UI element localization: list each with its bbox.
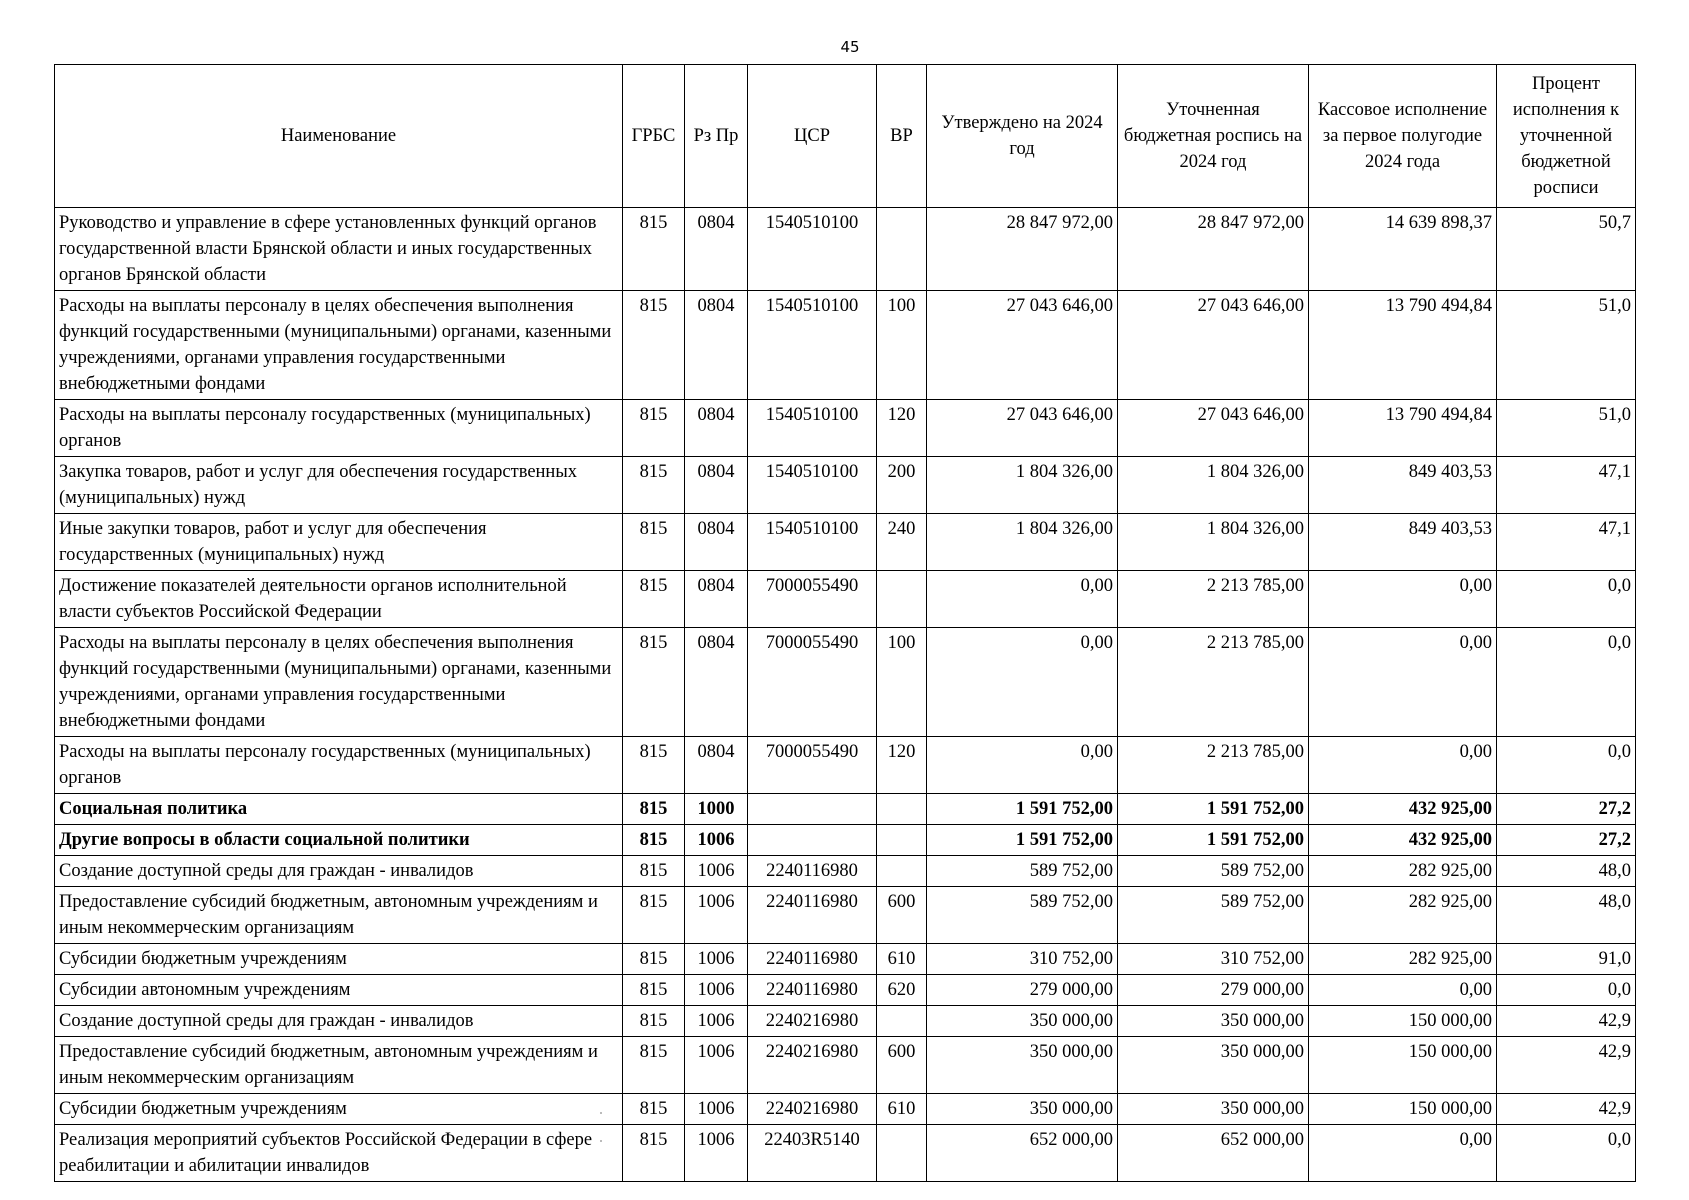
cell-refined: 2 213 785,00 xyxy=(1118,571,1309,628)
cell-csr: 1540510100 xyxy=(748,291,877,400)
cell-rzpr: 0804 xyxy=(685,628,748,737)
header-rzpr: Рз Пр xyxy=(685,65,748,208)
cell-rzpr: 0804 xyxy=(685,208,748,291)
cell-vr xyxy=(877,1006,927,1037)
cell-executed: 13 790 494,84 xyxy=(1309,291,1497,400)
cell-approved: 350 000,00 xyxy=(927,1094,1118,1125)
cell-csr: 7000055490 xyxy=(748,737,877,794)
cell-executed: 150 000,00 xyxy=(1309,1094,1497,1125)
cell-refined: 652 000,00 xyxy=(1118,1125,1309,1182)
cell-executed: 0,00 xyxy=(1309,571,1497,628)
header-name: Наименование xyxy=(55,65,623,208)
cell-refined: 589 752,00 xyxy=(1118,887,1309,944)
table-row xyxy=(55,208,1636,291)
table-row xyxy=(55,856,1636,887)
header-executed: Кассовое исполнение за первое полугодие 2024 года xyxy=(1309,65,1497,208)
cell-percent: 27,2 xyxy=(1497,794,1636,825)
cell-name: Субсидии автономным учреждениям xyxy=(55,975,623,1006)
cell-percent: 0,0 xyxy=(1497,975,1636,1006)
cell-rzpr: 1006 xyxy=(685,975,748,1006)
cell-percent: 47,1 xyxy=(1497,514,1636,571)
cell-refined: 279 000,00 xyxy=(1118,975,1309,1006)
cell-vr xyxy=(877,825,927,856)
cell-vr xyxy=(877,856,927,887)
table-row xyxy=(55,457,1636,514)
cell-approved: 1 804 326,00 xyxy=(927,457,1118,514)
cell-name: Достижение показателей деятельности органов исполнительной власти субъектов Российской Федерации xyxy=(55,571,623,628)
cell-csr: 2240216980 xyxy=(748,1006,877,1037)
cell-grbs: 815 xyxy=(623,1006,685,1037)
cell-csr: 7000055490 xyxy=(748,571,877,628)
cell-csr: 2240116980 xyxy=(748,975,877,1006)
cell-executed: 849 403,53 xyxy=(1309,457,1497,514)
cell-vr: 100 xyxy=(877,628,927,737)
cell-vr: 200 xyxy=(877,457,927,514)
cell-executed: 432 925,00 xyxy=(1309,825,1497,856)
cell-percent: 47,1 xyxy=(1497,457,1636,514)
cell-executed: 0,00 xyxy=(1309,1125,1497,1182)
cell-executed: 282 925,00 xyxy=(1309,887,1497,944)
cell-name: Иные закупки товаров, работ и услуг для обеспечения государственных (муниципальных) нужд xyxy=(55,514,623,571)
cell-csr: 2240116980 xyxy=(748,887,877,944)
cell-approved: 589 752,00 xyxy=(927,887,1118,944)
cell-approved: 652 000,00 xyxy=(927,1125,1118,1182)
header-vr: ВР xyxy=(877,65,927,208)
cell-approved: 27 043 646,00 xyxy=(927,400,1118,457)
cell-refined: 1 591 752,00 xyxy=(1118,825,1309,856)
cell-approved: 279 000,00 xyxy=(927,975,1118,1006)
cell-grbs: 815 xyxy=(623,628,685,737)
cell-percent: 0,0 xyxy=(1497,628,1636,737)
budget-table xyxy=(54,64,1636,1182)
cell-refined: 1 591 752,00 xyxy=(1118,794,1309,825)
cell-percent: 0,0 xyxy=(1497,571,1636,628)
header-row xyxy=(55,65,1636,208)
cell-name: Расходы на выплаты персоналу в целях обеспечения выполнения функций государственными (муниципальными) органами, казенными учреждениями, органами управления государственными внебюджетными фондами xyxy=(55,628,623,737)
table-row xyxy=(55,944,1636,975)
cell-refined: 350 000,00 xyxy=(1118,1006,1309,1037)
scan-artifact xyxy=(600,1112,602,1114)
cell-approved: 350 000,00 xyxy=(927,1006,1118,1037)
cell-refined: 1 804 326,00 xyxy=(1118,514,1309,571)
table-row xyxy=(55,571,1636,628)
cell-percent: 0,0 xyxy=(1497,737,1636,794)
cell-vr: 120 xyxy=(877,400,927,457)
cell-approved: 0,00 xyxy=(927,628,1118,737)
cell-approved: 1 804 326,00 xyxy=(927,514,1118,571)
cell-vr: 610 xyxy=(877,1094,927,1125)
cell-executed: 0,00 xyxy=(1309,628,1497,737)
table-row xyxy=(55,887,1636,944)
cell-refined: 27 043 646,00 xyxy=(1118,400,1309,457)
cell-name: Расходы на выплаты персоналу в целях обеспечения выполнения функций государственными (муниципальными) органами, казенными учреждениями, органами управления государственными внебюджетными фондами xyxy=(55,291,623,400)
cell-grbs: 815 xyxy=(623,291,685,400)
cell-executed: 0,00 xyxy=(1309,975,1497,1006)
cell-rzpr: 0804 xyxy=(685,737,748,794)
cell-grbs: 815 xyxy=(623,737,685,794)
cell-rzpr: 0804 xyxy=(685,514,748,571)
cell-vr: 600 xyxy=(877,887,927,944)
cell-refined: 2 213 785,00 xyxy=(1118,628,1309,737)
cell-percent: 48,0 xyxy=(1497,856,1636,887)
cell-csr xyxy=(748,825,877,856)
cell-name: Другие вопросы в области социальной политики xyxy=(55,825,623,856)
cell-csr: 22403R5140 xyxy=(748,1125,877,1182)
table-row xyxy=(55,1125,1636,1182)
cell-csr: 2240116980 xyxy=(748,856,877,887)
table-row xyxy=(55,628,1636,737)
cell-vr: 100 xyxy=(877,291,927,400)
page-number: 45 xyxy=(840,38,860,56)
cell-refined: 28 847 972,00 xyxy=(1118,208,1309,291)
cell-csr: 1540510100 xyxy=(748,208,877,291)
table-row xyxy=(55,975,1636,1006)
header-approved: Утверждено на 2024 год xyxy=(927,65,1118,208)
cell-grbs: 815 xyxy=(623,856,685,887)
cell-csr: 1540510100 xyxy=(748,400,877,457)
cell-executed: 282 925,00 xyxy=(1309,856,1497,887)
cell-name: Расходы на выплаты персоналу государственных (муниципальных) органов xyxy=(55,737,623,794)
cell-grbs: 815 xyxy=(623,514,685,571)
cell-grbs: 815 xyxy=(623,794,685,825)
cell-vr: 120 xyxy=(877,737,927,794)
cell-grbs: 815 xyxy=(623,1037,685,1094)
cell-percent: 51,0 xyxy=(1497,291,1636,400)
cell-refined: 350 000,00 xyxy=(1118,1094,1309,1125)
cell-approved: 0,00 xyxy=(927,737,1118,794)
cell-approved: 350 000,00 xyxy=(927,1037,1118,1094)
cell-grbs: 815 xyxy=(623,887,685,944)
cell-approved: 0,00 xyxy=(927,571,1118,628)
cell-rzpr: 1000 xyxy=(685,794,748,825)
cell-rzpr: 1006 xyxy=(685,856,748,887)
cell-executed: 432 925,00 xyxy=(1309,794,1497,825)
cell-name: Предоставление субсидий бюджетным, автономным учреждениям и иным некоммерческим организациям xyxy=(55,887,623,944)
cell-csr: 1540510100 xyxy=(748,514,877,571)
cell-percent: 48,0 xyxy=(1497,887,1636,944)
cell-vr xyxy=(877,208,927,291)
cell-percent: 42,9 xyxy=(1497,1006,1636,1037)
cell-grbs: 815 xyxy=(623,400,685,457)
cell-refined: 27 043 646,00 xyxy=(1118,291,1309,400)
cell-grbs: 815 xyxy=(623,1094,685,1125)
cell-approved: 1 591 752,00 xyxy=(927,794,1118,825)
cell-csr: 2240116980 xyxy=(748,944,877,975)
cell-name: Создание доступной среды для граждан - инвалидов xyxy=(55,856,623,887)
cell-executed: 0,00 xyxy=(1309,737,1497,794)
cell-executed: 150 000,00 xyxy=(1309,1006,1497,1037)
header-csr: ЦСР xyxy=(748,65,877,208)
cell-rzpr: 0804 xyxy=(685,571,748,628)
cell-rzpr: 0804 xyxy=(685,400,748,457)
cell-csr: 2240216980 xyxy=(748,1094,877,1125)
header-refined: Уточненная бюджетная роспись на 2024 год xyxy=(1118,65,1309,208)
table-row xyxy=(55,400,1636,457)
cell-rzpr: 1006 xyxy=(685,825,748,856)
cell-percent: 0,0 xyxy=(1497,1125,1636,1182)
cell-executed: 849 403,53 xyxy=(1309,514,1497,571)
cell-refined: 350 000,00 xyxy=(1118,1037,1309,1094)
cell-approved: 28 847 972,00 xyxy=(927,208,1118,291)
cell-csr: 2240216980 xyxy=(748,1037,877,1094)
cell-name: Расходы на выплаты персоналу государственных (муниципальных) органов xyxy=(55,400,623,457)
header-percent: Процент исполнения к уточненной бюджетной росписи xyxy=(1497,65,1636,208)
table-row xyxy=(55,737,1636,794)
cell-vr xyxy=(877,1125,927,1182)
header-grbs: ГРБС xyxy=(623,65,685,208)
scan-artifact xyxy=(600,1140,602,1142)
cell-name: Закупка товаров, работ и услуг для обеспечения государственных (муниципальных) нужд xyxy=(55,457,623,514)
table-row xyxy=(55,1006,1636,1037)
cell-grbs: 815 xyxy=(623,208,685,291)
cell-vr xyxy=(877,571,927,628)
cell-rzpr: 0804 xyxy=(685,457,748,514)
cell-vr xyxy=(877,794,927,825)
cell-percent: 50,7 xyxy=(1497,208,1636,291)
cell-executed: 282 925,00 xyxy=(1309,944,1497,975)
table-row xyxy=(55,1037,1636,1094)
table-row xyxy=(55,291,1636,400)
cell-executed: 14 639 898,37 xyxy=(1309,208,1497,291)
cell-rzpr: 1006 xyxy=(685,1037,748,1094)
cell-grbs: 815 xyxy=(623,1125,685,1182)
cell-percent: 42,9 xyxy=(1497,1037,1636,1094)
cell-approved: 589 752,00 xyxy=(927,856,1118,887)
cell-approved: 310 752,00 xyxy=(927,944,1118,975)
table-body xyxy=(55,208,1636,1182)
cell-name: Субсидии бюджетным учреждениям xyxy=(55,1094,623,1125)
table-row xyxy=(55,1094,1636,1125)
cell-vr: 240 xyxy=(877,514,927,571)
cell-name: Субсидии бюджетным учреждениям xyxy=(55,944,623,975)
table-row xyxy=(55,514,1636,571)
cell-name: Социальная политика xyxy=(55,794,623,825)
cell-grbs: 815 xyxy=(623,571,685,628)
table-row xyxy=(55,825,1636,856)
cell-rzpr: 1006 xyxy=(685,887,748,944)
cell-name: Руководство и управление в сфере установленных функций органов государственной власти Брянской области и иных государственных органов Брянской области xyxy=(55,208,623,291)
cell-csr xyxy=(748,794,877,825)
cell-rzpr: 1006 xyxy=(685,1006,748,1037)
cell-grbs: 815 xyxy=(623,975,685,1006)
cell-refined: 1 804 326,00 xyxy=(1118,457,1309,514)
table-row xyxy=(55,794,1636,825)
cell-executed: 13 790 494,84 xyxy=(1309,400,1497,457)
cell-percent: 42,9 xyxy=(1497,1094,1636,1125)
cell-refined: 2 213 785,00 xyxy=(1118,737,1309,794)
cell-percent: 91,0 xyxy=(1497,944,1636,975)
cell-csr: 7000055490 xyxy=(748,628,877,737)
cell-grbs: 815 xyxy=(623,457,685,514)
cell-rzpr: 0804 xyxy=(685,291,748,400)
cell-name: Предоставление субсидий бюджетным, автономным учреждениям и иным некоммерческим организациям xyxy=(55,1037,623,1094)
cell-approved: 1 591 752,00 xyxy=(927,825,1118,856)
cell-refined: 310 752,00 xyxy=(1118,944,1309,975)
cell-grbs: 815 xyxy=(623,825,685,856)
cell-percent: 51,0 xyxy=(1497,400,1636,457)
cell-rzpr: 1006 xyxy=(685,1125,748,1182)
cell-grbs: 815 xyxy=(623,944,685,975)
cell-executed: 150 000,00 xyxy=(1309,1037,1497,1094)
cell-vr: 610 xyxy=(877,944,927,975)
cell-rzpr: 1006 xyxy=(685,1094,748,1125)
cell-name: Реализация мероприятий субъектов Российской Федерации в сфере реабилитации и абилитации инвалидов xyxy=(55,1125,623,1182)
cell-name: Создание доступной среды для граждан - инвалидов xyxy=(55,1006,623,1037)
cell-percent: 27,2 xyxy=(1497,825,1636,856)
cell-vr: 620 xyxy=(877,975,927,1006)
cell-approved: 27 043 646,00 xyxy=(927,291,1118,400)
cell-rzpr: 1006 xyxy=(685,944,748,975)
cell-vr: 600 xyxy=(877,1037,927,1094)
cell-csr: 1540510100 xyxy=(748,457,877,514)
cell-refined: 589 752,00 xyxy=(1118,856,1309,887)
